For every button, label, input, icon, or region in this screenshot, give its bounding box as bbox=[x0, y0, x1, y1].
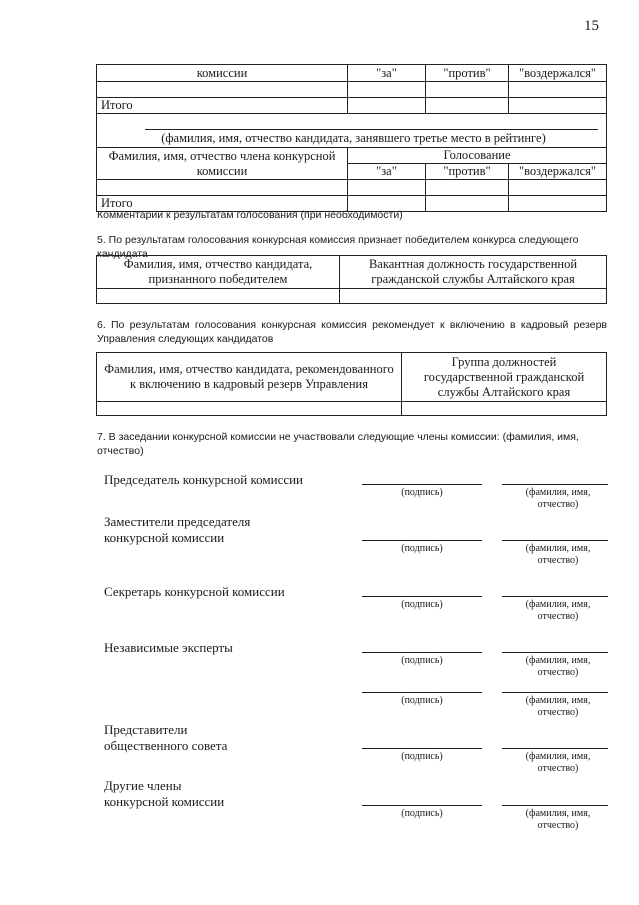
experts-name-line-2 bbox=[502, 692, 608, 693]
secretary-podpis-caption: (подпись) bbox=[401, 599, 443, 610]
col-header-za-2: "за" bbox=[348, 164, 426, 180]
section5-text: 5. По результатам голосования конкурсная комиссия признает победителем конкурса следующего кандидата bbox=[97, 234, 579, 260]
others-fio-caption: (фамилия, имя, отчество) bbox=[525, 808, 591, 831]
deputies-podpis-caption: (подпись) bbox=[401, 543, 443, 554]
public-council-name-line bbox=[502, 748, 608, 749]
experts-signature-line-1 bbox=[362, 652, 482, 653]
reserve-table bbox=[96, 352, 607, 416]
secretary-name-line bbox=[502, 596, 608, 597]
others-podpis-caption: (подпись) bbox=[401, 808, 443, 819]
voting-table bbox=[96, 64, 607, 212]
experts-fio-caption-1: (фамилия, имя, отчество) bbox=[525, 655, 591, 678]
others-signature-line bbox=[362, 805, 482, 806]
section6-text: 6. По результатам голосования конкурсная комиссия рекомендует к включению в кадровый резерв Управления следующих кандидатов bbox=[97, 319, 607, 345]
chairman-name-line bbox=[502, 484, 608, 485]
others-label: Другие члены конкурсной комиссии bbox=[104, 778, 225, 809]
chairman-fio-caption: (фамилия, имя, отчество) bbox=[525, 487, 591, 510]
public-council-label: Представители общественного совета bbox=[104, 722, 228, 753]
voting-header: Голосование bbox=[348, 148, 607, 164]
deputies-signature-line bbox=[362, 540, 482, 541]
col-header-za: "за" bbox=[348, 65, 426, 82]
winner-col2-header: Вакантная должность государственной гражданской службы Алтайского края bbox=[340, 256, 607, 289]
public-council-signature-line bbox=[362, 748, 482, 749]
winner-col1-header: Фамилия, имя, отчество кандидата, признанного победителем bbox=[97, 256, 340, 289]
third-place-caption: (фамилия, имя, отчество кандидата, занявшего третье место в рейтинге) bbox=[161, 131, 546, 145]
secretary-signature-line bbox=[362, 596, 482, 597]
public-council-podpis-caption: (подпись) bbox=[401, 751, 443, 762]
deputies-label: Заместители председателя конкурсной комиссии bbox=[104, 514, 251, 545]
comments-label: Комментарии к результатам голосования (при необходимости) bbox=[97, 209, 403, 221]
total-label: Итого bbox=[97, 98, 348, 114]
reserve-col2-header: Группа должностей государственной гражданской службы Алтайского края bbox=[402, 353, 607, 402]
others-name-line bbox=[502, 805, 608, 806]
chairman-signature-line bbox=[362, 484, 482, 485]
chairman-podpis-caption: (подпись) bbox=[401, 487, 443, 498]
experts-label: Независимые эксперты bbox=[104, 640, 233, 655]
experts-podpis-caption-2: (подпись) bbox=[401, 695, 443, 706]
deputies-name-line bbox=[502, 540, 608, 541]
experts-fio-caption-2: (фамилия, имя, отчество) bbox=[525, 695, 591, 718]
col-header-protiv-2: "против" bbox=[426, 164, 509, 180]
secretary-label: Секретарь конкурсной комиссии bbox=[104, 584, 285, 599]
winner-table bbox=[96, 255, 607, 304]
page-number: 15 bbox=[584, 18, 599, 34]
experts-podpis-caption-1: (подпись) bbox=[401, 655, 443, 666]
experts-signature-line-2 bbox=[362, 692, 482, 693]
public-council-fio-caption: (фамилия, имя, отчество) bbox=[525, 751, 591, 774]
section7-text: 7. В заседании конкурсной комиссии не участвовали следующие члены комиссии: (фамилия, имя, отчество) bbox=[97, 431, 579, 457]
chairman-label: Председатель конкурсной комиссии bbox=[104, 472, 304, 487]
col-header-vozderzhalsya-2: "воздержался" bbox=[509, 164, 607, 180]
member-header: Фамилия, имя, отчество члена конкурсной комиссии bbox=[97, 148, 348, 180]
col-header-commission: комиссии bbox=[97, 65, 348, 82]
col-header-protiv: "против" bbox=[426, 65, 509, 82]
total-label-2: Итого bbox=[97, 196, 348, 212]
third-place-cell bbox=[97, 114, 607, 148]
col-header-vozderzhalsya: "воздержался" bbox=[509, 65, 607, 82]
secretary-fio-caption: (фамилия, имя, отчество) bbox=[525, 599, 591, 622]
reserve-col1-header: Фамилия, имя, отчество кандидата, рекомендованного к включению в кадровый резерв Управления bbox=[97, 353, 402, 402]
deputies-fio-caption: (фамилия, имя, отчество) bbox=[525, 543, 591, 566]
experts-name-line-1 bbox=[502, 652, 608, 653]
